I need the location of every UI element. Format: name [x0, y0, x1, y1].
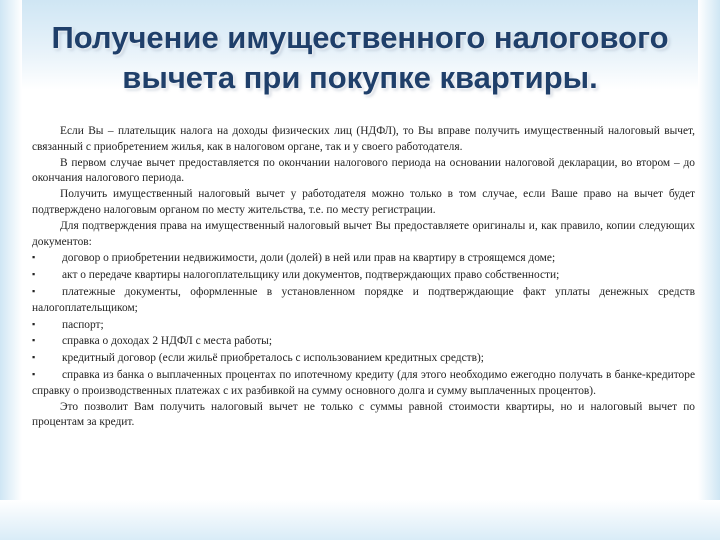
bullet-text: платежные документы, оформленные в установленном порядке и подтверждающие факт уплаты денежных средств налогоплательщиком; [32, 285, 695, 314]
bullet-square-icon: ▪ [32, 269, 36, 280]
bullet-text: паспорт; [62, 318, 104, 331]
slide-body-text [32, 124, 695, 431]
bullet-item [32, 350, 695, 367]
bullet-item [32, 250, 695, 267]
slide-title [14, 6, 706, 98]
bullet-item [32, 333, 695, 350]
paragraph: Для подтверждения права на имущественный налоговый вычет Вы предоставляете оригиналы и, как правило, копии следующих документов: [32, 219, 695, 248]
bullet-text: справка о доходах 2 НДФЛ с места работы; [62, 335, 272, 348]
bullet-square-icon: ▪ [32, 352, 36, 363]
bullet-text: кредитный договор (если жильё приобреталось с использованием кредитных средств); [62, 352, 484, 365]
paragraph: В первом случае вычет предоставляется по окончании налогового периода на основании налоговой декларации, во втором – до окончания налогового периода. [32, 156, 695, 185]
bullet-text: справка из банка о выплаченных процентах по ипотечному кредиту (для этого необходимо ежегодно получать в банке-кредиторе справку о производственных платежах с их разбивкой на сумму основного долга и сумму выплаченных процентов). [32, 368, 695, 397]
bullet-text: договор о приобретении недвижимости, доли (долей) в ней или прав на квартиру в строящемся доме; [62, 252, 556, 265]
bullet-item [32, 367, 695, 400]
slide [14, 6, 706, 534]
bullet-item [32, 317, 695, 334]
bullet-square-icon: ▪ [32, 285, 36, 296]
bullet-item [32, 284, 695, 317]
slide-title-line-2: вычета при покупке квартиры. [122, 60, 598, 95]
paragraph: Это позволит Вам получить налоговый вычет не только с суммы равной стоимости квартиры, но и налоговый вычет по процентам за кредит. [32, 400, 695, 429]
bullet-square-icon: ▪ [32, 252, 36, 263]
bullet-square-icon: ▪ [32, 318, 36, 329]
bullet-square-icon: ▪ [32, 368, 36, 379]
bullet-text: акт о передаче квартиры налогоплательщику или документов, подтверждающих право собственности; [62, 269, 560, 282]
paragraph: Если Вы – плательщик налога на доходы физических лиц (НДФЛ), то Вы вправе получить имущественный налоговый вычет, связанный с приобретением жилья, как в налоговом органе, так и у своего работодателя. [32, 125, 695, 153]
bullet-item [32, 267, 695, 284]
slide-title-line-1: Получение имущественного налогового [51, 20, 669, 55]
bullet-square-icon: ▪ [32, 335, 36, 346]
paragraph: Получить имущественный налоговый вычет у работодателя можно только в том случае, если Ваше право на вычет будет подтверждено налоговым органом по месту жительства, т.е. по месту регистрации. [32, 188, 695, 216]
